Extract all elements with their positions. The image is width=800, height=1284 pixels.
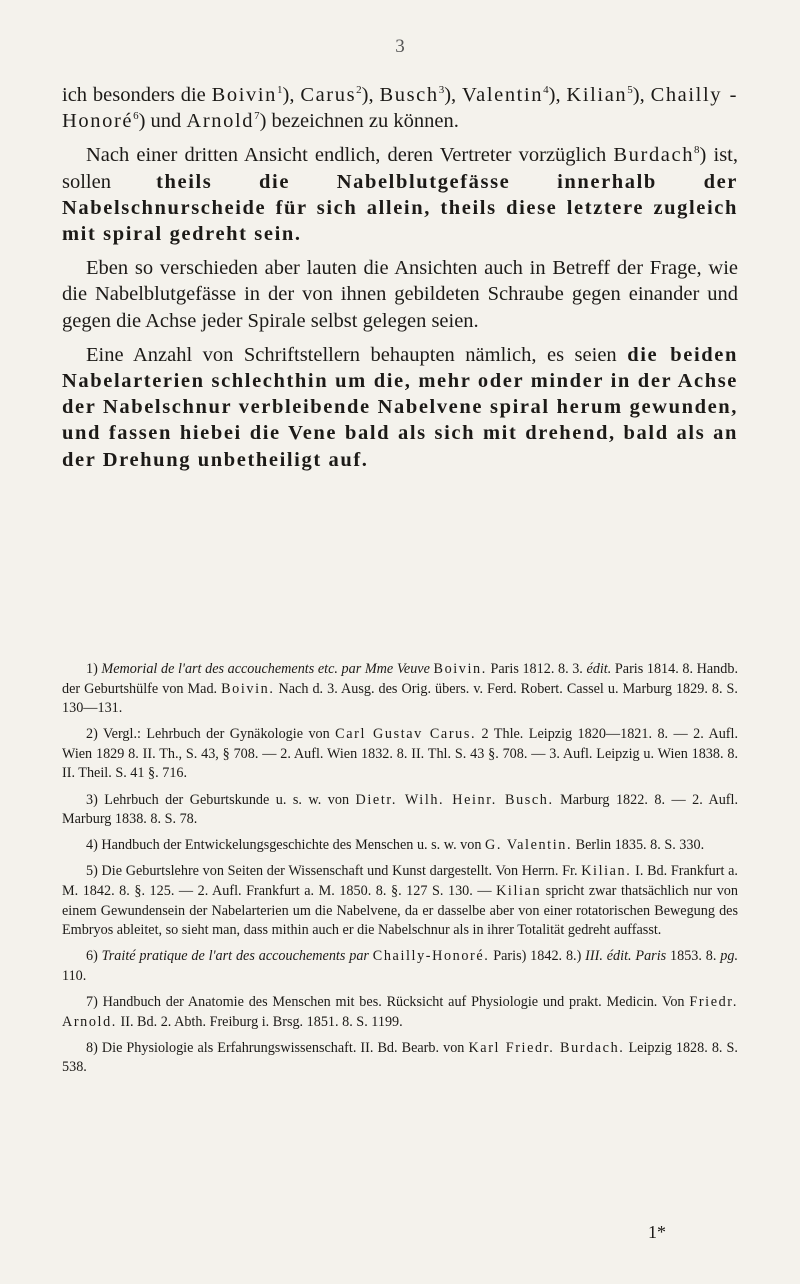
italic-text: pg. xyxy=(720,948,738,965)
italic-text: III. édit. Paris xyxy=(585,948,667,965)
footnote-2 xyxy=(62,725,738,784)
text: Paris 1814. 8. Handb. der Geburtshülfe von Mad. xyxy=(62,661,738,697)
footnote-number: 7) xyxy=(86,993,103,1010)
signature-mark: 1* xyxy=(648,1222,666,1242)
text: I. Bd. Frankfurt a. M. 1842. 8. §. 125. — 2. Aufl. Frankfurt a. M. 1850. 8. §. 127 S. 130. — xyxy=(62,863,738,899)
author-name: Chailly-Honoré. xyxy=(372,948,490,965)
text: II. Bd. 2. Abth. Freiburg i. Brsg. 1851. 8. S. 1199. xyxy=(116,1013,403,1030)
author-name: Dietr. Wilh. Heinr. Busch. xyxy=(355,791,554,808)
author-name: Arnold xyxy=(186,110,255,133)
footnote-4 xyxy=(62,836,738,856)
text: ), xyxy=(282,84,301,106)
author-name: Kilian xyxy=(496,882,542,899)
footnote-1 xyxy=(62,660,738,719)
text: ) ist, sollen xyxy=(62,144,738,193)
footnote-ref: 3 xyxy=(438,84,445,96)
text: 110. xyxy=(62,967,87,984)
author-name: Friedr. Arnold. xyxy=(62,993,738,1030)
footnote-6 xyxy=(62,947,738,986)
footnote-ref: 5 xyxy=(627,84,633,96)
footnote-8 xyxy=(62,1039,738,1078)
footnote-5 xyxy=(62,862,738,940)
author-name: Kilian xyxy=(566,84,628,106)
text: ), xyxy=(444,84,462,106)
italic-title: Memorial de l'art des accouchements etc. par Mme Veuve xyxy=(101,661,434,677)
author-name: Karl Friedr. Burdach. xyxy=(468,1039,625,1056)
text: Paris 1812. 8. 3. xyxy=(486,661,587,677)
text: Marburg 1822. 8. — 2. Aufl. Marburg 1838. 8. S. 78. xyxy=(62,791,739,828)
text: 2 Thle. Leipzig 1820—1821. 8. — 2. Aufl. Wien 1829 8. II. Th., S. 43, § 708. — 2. Aufl. Wien 1832. 8. II. Thl. S. 43 §. 708. — 3. Aufl. Leipzig u. Wien 1838. 8. II. Theil. S. 41 §. 716. xyxy=(62,726,738,782)
footnotes xyxy=(62,660,738,1084)
footnote-number: 2) xyxy=(86,726,103,743)
author-name: G. Valentin. xyxy=(485,837,573,854)
paragraph-2 xyxy=(62,142,738,247)
text: Berlin 1835. 8. S. 330. xyxy=(572,837,705,854)
footnote-number: 1) xyxy=(86,661,102,677)
footnote-number: 8) xyxy=(86,1039,102,1056)
text: ) bezeichnen zu können. xyxy=(259,110,459,133)
footnote-ref: 4 xyxy=(543,84,549,96)
footnote-7 xyxy=(62,993,738,1032)
text: Handbuch der Entwickelungsgeschichte des Menschen u. s. w. von xyxy=(101,837,485,854)
paragraph-3: Eben so verschieden aber lauten die Ansichten auch in Betreff der Frage, wie die Nabelblutgefässe in der von ihnen gebildeten Schraube gegen einander und gegen die Achse jeder Spirale selbst gelegen seien. xyxy=(62,257,738,332)
emphasized-text: die beiden Nabelarterien schlechthin um die, mehr oder minder in der Achse der Nabelschnur verbleibende Nabelvene spiral herum gewunden, und fassen hiebei die Vene bald als sich mit drehend, bald als an der Drehung unbetheiligt auf. xyxy=(62,343,738,471)
text: Handbuch der Anatomie des Menschen mit bes. Rücksicht auf Physiologie und prakt. Medicin. Von xyxy=(102,993,690,1010)
text: Die Physiologie als Erfahrungswissenschaft. II. Bd. Bearb. von xyxy=(101,1039,469,1056)
author-name: Boivin. xyxy=(433,661,487,677)
footnote-number: 5) xyxy=(86,863,102,880)
footnote-number: 4) xyxy=(86,837,102,854)
paragraph-4 xyxy=(62,342,738,473)
text: Nach einer dritten Ansicht endlich, deren Vertreter vorzüglich xyxy=(86,144,614,167)
footnote-ref: 7 xyxy=(254,110,260,123)
author-name: Chailly - Honoré xyxy=(62,84,738,133)
footnote-number: 3) xyxy=(86,791,105,808)
text: ), xyxy=(632,84,651,106)
text: ) und xyxy=(138,110,187,133)
footnote-ref: 2 xyxy=(356,84,362,96)
paragraph-1 xyxy=(62,82,738,134)
text: Nach d. 3. Ausg. des Orig. übers. v. Ferd. Robert. Cassel u. Marburg 1829. 8. S. 130—131. xyxy=(62,680,738,717)
text: Eine Anzahl von Schriftstellern behaupten nämlich, es seien xyxy=(86,343,628,366)
footnote-number: 6) xyxy=(86,948,102,965)
italic-title: Traité pratique de l'art des accouchements par xyxy=(101,948,373,965)
text: ich besonders die xyxy=(62,84,212,106)
author-name: Valentin xyxy=(462,84,544,106)
author-name: Carus xyxy=(300,84,357,106)
text: Paris) 1842. 8.) xyxy=(489,948,586,965)
text: Lehrbuch der Geburtskunde u. s. w. von xyxy=(104,791,356,808)
emphasized-text: theils die Nabelblutgefässe innerhalb der Nabelschnurscheide für sich allein, theils diese letztere zugleich mit spiral gedreht sein. xyxy=(62,170,738,246)
text: Die Geburtslehre von Seiten der Wissenschaft und Kunst dargestellt. Von Herrn. Fr. xyxy=(101,863,582,880)
footnote-ref: 6 xyxy=(133,110,139,123)
author-name: Kilian. xyxy=(581,863,632,880)
page-number: 3 xyxy=(395,36,405,57)
text: ), xyxy=(548,84,567,106)
text: ), xyxy=(361,84,380,106)
footnote-ref: 1 xyxy=(277,84,283,96)
footnote-ref: 8 xyxy=(694,144,700,157)
author-name: Busch xyxy=(379,84,439,106)
text: Leipzig 1828. 8. S. 538. xyxy=(62,1039,738,1076)
text: spricht zwar thatsächlich nur von einem Gewundensein der Nabelarterien um die Nabelvene, da er dasselbe aber von einer rotatorischen Bewegung des Embryos ableitet, so sieht man, dass mithin auch er die Nabelschnur als in ihrer Totalität gedreht auffasst. xyxy=(62,882,738,939)
author-name: Boivin xyxy=(211,84,278,106)
author-name: Boivin. xyxy=(221,680,275,697)
italic-text: édit. xyxy=(586,661,612,677)
footnote-3 xyxy=(62,791,738,830)
author-name: Burdach xyxy=(613,144,695,167)
author-name: Carl Gustav Carus. xyxy=(335,726,477,743)
body-text xyxy=(62,82,738,481)
text: Vergl.: Lehrbuch der Gynäkologie von xyxy=(103,726,336,743)
text: 1853. 8. xyxy=(666,948,721,965)
